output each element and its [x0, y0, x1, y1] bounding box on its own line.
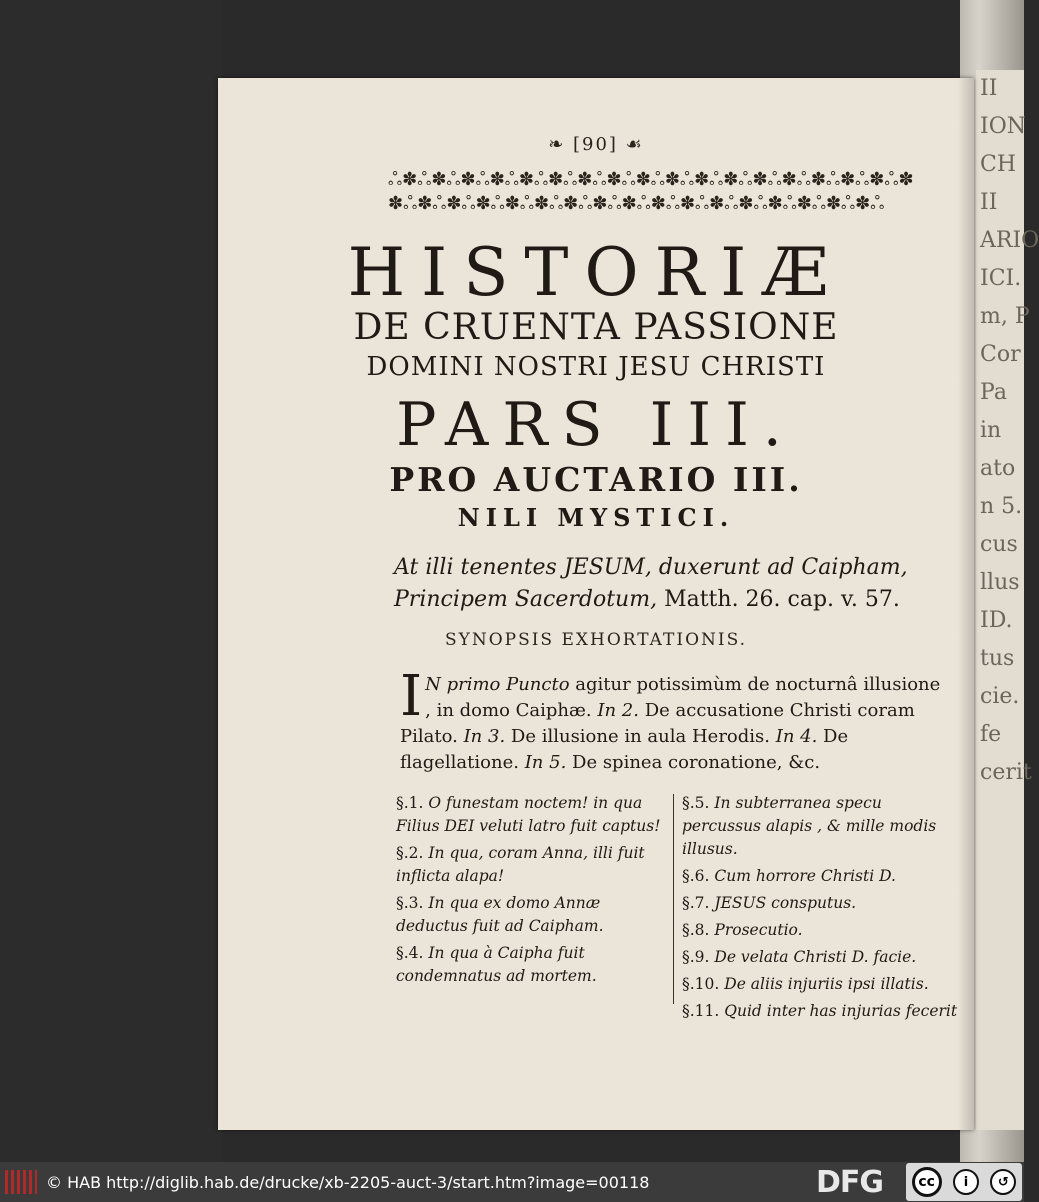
bleed-through-text: fe — [980, 722, 1002, 747]
section-number: §.5. — [682, 794, 710, 812]
section-number: §.6. — [682, 867, 710, 885]
quote-text: At illi tenentes JESUM, duxerunt ad Caipham, Principem Sacerdotum, — [394, 555, 908, 612]
section-text: In subterranea specu percussus alapis , & mille modis illusus. — [682, 794, 937, 858]
title-pars-iii: PARS III. — [396, 390, 796, 460]
section-number: §.10. — [682, 975, 720, 993]
fleuron-right-icon: ☙ — [617, 134, 644, 155]
hab-logo-icon[interactable] — [0, 1162, 42, 1202]
bleed-through-text: cie. — [980, 684, 1020, 709]
section-number: §.9. — [682, 948, 710, 966]
list-item — [682, 919, 958, 942]
synopsis-intro — [400, 664, 946, 776]
list-item — [682, 892, 958, 915]
section-number: §.8. — [682, 921, 710, 939]
section-text: In qua à Caipha fuit condemnatus ad mortem. — [396, 944, 597, 985]
section-text: In qua, coram Anna, illi fuit inflicta alapa! — [396, 844, 645, 885]
creative-commons-icon: cc — [912, 1167, 942, 1197]
bleed-through-text: ID. — [980, 608, 1013, 633]
contents-left-column — [396, 792, 670, 992]
list-item — [682, 1000, 958, 1023]
section-number: §.1. — [396, 794, 424, 812]
intro-part-1: N primo Puncto — [425, 674, 570, 695]
bleed-through-text: Cor — [980, 342, 1021, 367]
drop-cap: I — [400, 664, 423, 729]
dfg-logo[interactable]: DFG — [816, 1164, 884, 1200]
bleed-through-text: II — [980, 190, 998, 215]
ornament-band — [388, 170, 948, 214]
share-alike-icon: ↺ — [990, 1169, 1016, 1195]
source-credit-link[interactable]: © HAB http://diglib.hab.de/drucke/xb-2205-auct-3/start.htm?image=00118 — [46, 1172, 650, 1192]
section-text: De aliis injuriis ipsi illatis. — [724, 975, 929, 993]
cc-license-badge[interactable] — [906, 1163, 1022, 1201]
bleed-through-text: cerit — [980, 760, 1032, 785]
bleed-through-text: in — [980, 418, 1002, 443]
list-item — [396, 842, 670, 888]
section-number: §.4. — [396, 944, 424, 962]
title-historiae: HISTORIÆ — [347, 234, 845, 311]
title-domini-nostri: DOMINI NOSTRI JESU CHRISTI — [366, 352, 826, 382]
intro-part-9: In 5. — [524, 752, 567, 773]
intro-part-8: De flagellatione. — [400, 726, 849, 773]
section-text: Prosecutio. — [714, 921, 803, 939]
bleed-through-text: II — [980, 76, 998, 101]
quote-reference: Matth. 26. cap. v. 57. — [664, 587, 900, 612]
title-de-cruenta-passione: DE CRUENTA PASSIONE — [353, 307, 839, 348]
list-item — [396, 792, 670, 838]
section-text: De velata Christi D. facie. — [714, 948, 917, 966]
next-page-edge — [976, 70, 1039, 1130]
list-item — [682, 946, 958, 969]
section-number: §.2. — [396, 844, 424, 862]
synopsis-heading: SYNOPSIS EXHORTATIONIS. — [444, 630, 748, 650]
intro-part-4: De accusatione Christi coram Pilato. — [400, 700, 915, 747]
title-nili-mystici: NILI MYSTICI. — [457, 503, 735, 532]
section-number: §.7. — [682, 894, 710, 912]
page-number — [218, 134, 974, 155]
page-number-text: [90] — [573, 134, 618, 155]
list-item — [682, 973, 958, 996]
intro-part-3: In 2. — [597, 700, 639, 721]
bleed-through-text: Pa — [980, 380, 1007, 405]
intro-part-10: De spinea coronatione, &c. — [566, 752, 821, 773]
bleed-through-text: m, P — [980, 304, 1030, 329]
book-page — [218, 78, 974, 1130]
intro-part-2: agitur potissimùm de nocturnâ illusione , in domo Caiphæ. — [425, 674, 941, 721]
list-item — [396, 942, 670, 988]
list-item — [682, 865, 958, 888]
contents-right-column — [682, 792, 958, 1027]
bleed-through-text: llus — [980, 570, 1020, 595]
bleed-through-text: ARIO — [980, 228, 1039, 253]
scanner-background-left — [0, 0, 222, 1162]
bleed-through-text: ICI. — [980, 266, 1022, 291]
ornament-row-top: ஃ✽ஃ✽ஃ✽ஃ✽ஃ✽ஃ✽ஃ✽ஃ✽ஃ✽ஃ✽ஃ✽ஃ✽ஃ✽ஃ✽ஃ✽ஃ✽ஃ✽ஃ✽ — [388, 169, 914, 190]
section-number: §.11. — [682, 1002, 720, 1020]
section-number: §.3. — [396, 894, 424, 912]
bleed-through-text: CH — [980, 152, 1017, 177]
bleed-through-text: tus — [980, 646, 1015, 671]
intro-part-6: De illusione in aula Herodis. — [505, 726, 776, 747]
column-divider — [673, 794, 674, 1004]
bleed-through-text: n 5. — [980, 494, 1023, 519]
section-text: Cum horrore Christi D. — [714, 867, 896, 885]
attribution-icon: i — [953, 1169, 979, 1195]
list-item — [396, 892, 670, 938]
bleed-through-text: ato — [980, 456, 1016, 481]
intro-part-7: In 4. — [775, 726, 818, 747]
ornament-row-bottom: ✽ஃ✽ஃ✽ஃ✽ஃ✽ஃ✽ஃ✽ஃ✽ஃ✽ஃ✽ஃ✽ஃ✽ஃ✽ஃ✽ஃ✽ஃ✽ஃ✽ஃ — [388, 193, 885, 214]
fleuron-left-icon: ❧ — [548, 134, 573, 155]
bleed-through-text: cus — [980, 532, 1018, 557]
page-gutter-shadow — [958, 78, 974, 1130]
section-text: Quid inter has injurias fecerit — [724, 1002, 958, 1020]
intro-part-5: In 3. — [463, 726, 506, 747]
list-item — [682, 792, 958, 861]
scripture-quote — [394, 552, 954, 616]
section-text: O funestam noctem! in qua Filius DEI veluti latro fuit captus! — [396, 794, 661, 835]
bleed-through-text: ION — [980, 114, 1026, 139]
section-text: In qua ex domo Annæ deductus fuit ad Caipham. — [396, 894, 604, 935]
title-pro-auctario: PRO AUCTARIO III. — [389, 460, 803, 499]
section-text: JESUS consputus. — [714, 894, 857, 912]
